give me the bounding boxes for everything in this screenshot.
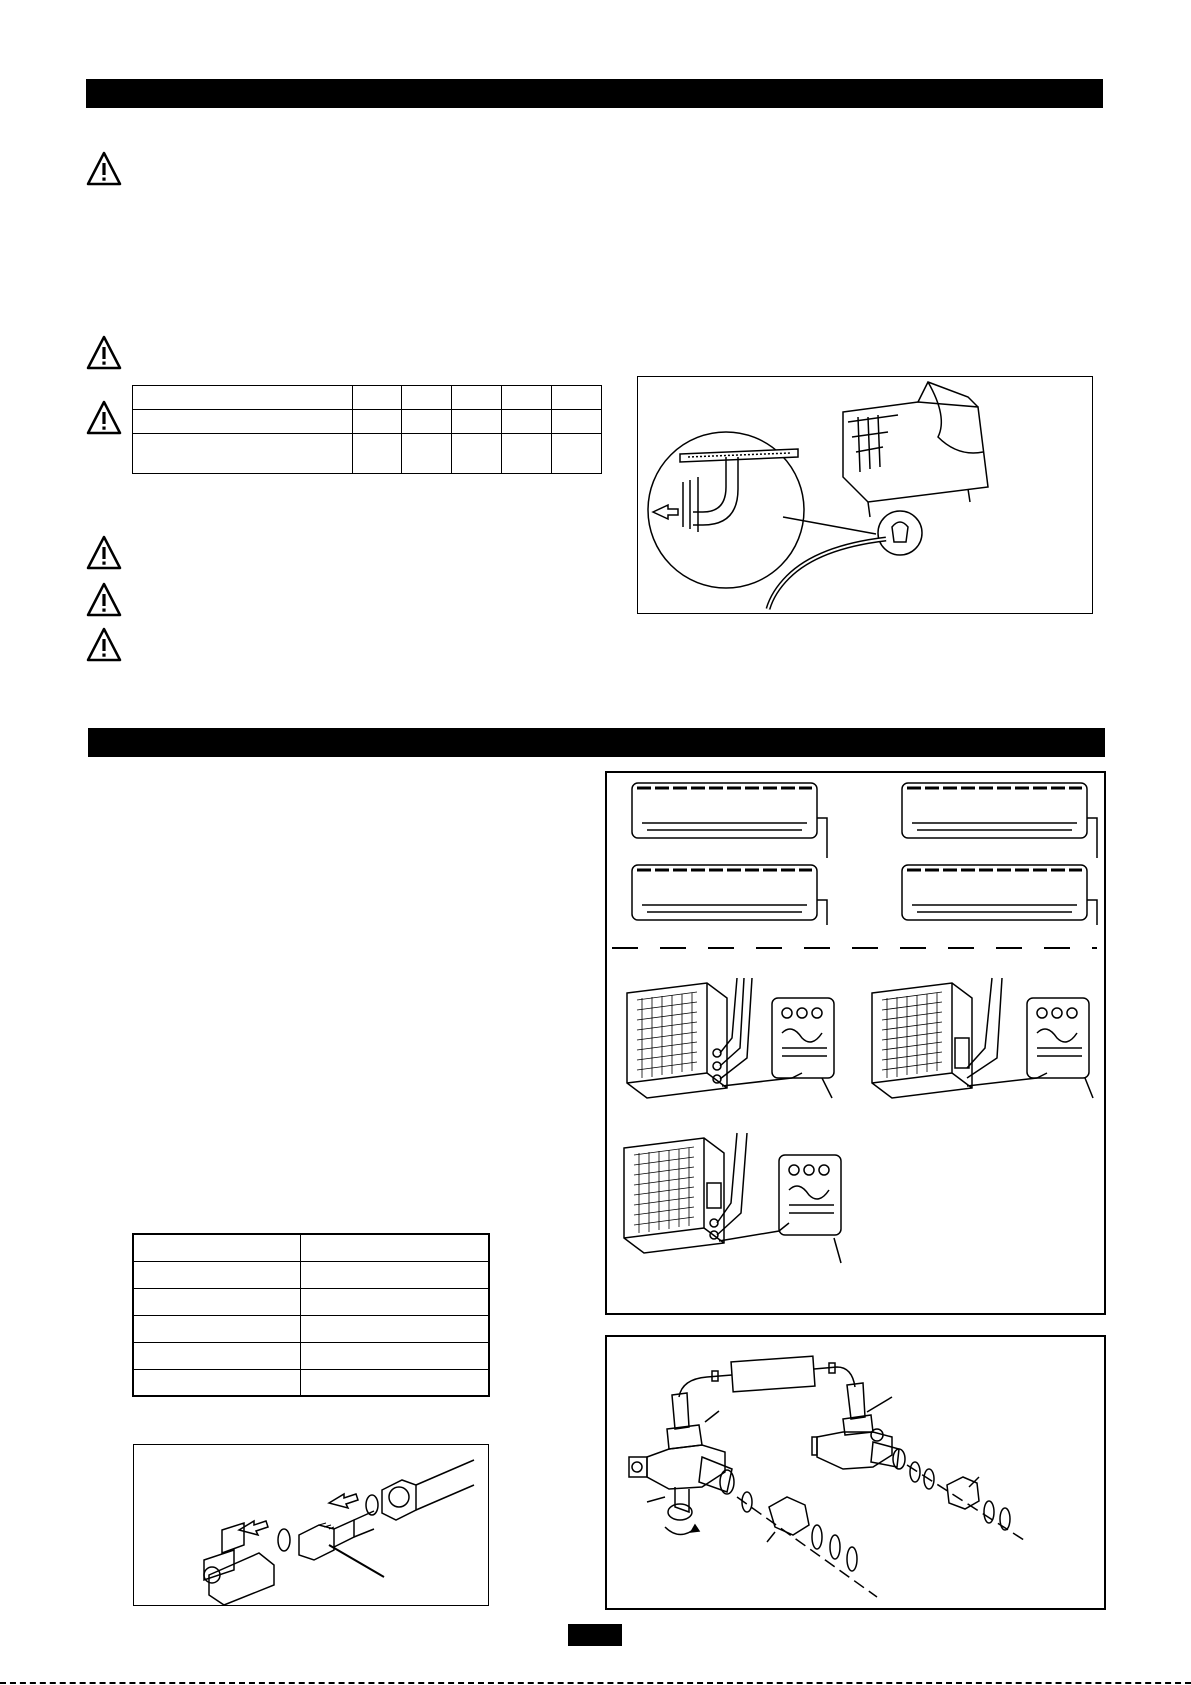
table-cell <box>301 1234 490 1261</box>
multi-unit-connection-figure <box>605 771 1106 1315</box>
table-cell <box>301 1315 490 1342</box>
multi-unit-illustration <box>607 773 1104 1313</box>
bottom-edge-line <box>0 1682 1191 1684</box>
warning-triangle-icon <box>86 335 122 371</box>
table-cell <box>402 410 452 434</box>
table-cell <box>552 410 602 434</box>
table-cell <box>133 386 353 410</box>
table-cell <box>133 1369 301 1396</box>
vacuum-pump-figure <box>605 1335 1106 1610</box>
vacuum-pump-illustration <box>607 1337 1104 1608</box>
table-cell <box>133 1342 301 1369</box>
warning-triangle-icon <box>86 582 122 618</box>
warning-triangle-icon <box>86 400 122 436</box>
spec-table-1 <box>132 385 602 474</box>
drain-joint-figure <box>637 376 1093 614</box>
table-cell <box>301 1369 490 1396</box>
spec-table-2 <box>132 1233 490 1397</box>
table-cell <box>502 410 552 434</box>
section-header-bar-2 <box>88 728 1105 757</box>
table-cell <box>301 1288 490 1315</box>
table-cell <box>133 434 353 474</box>
table-cell <box>133 1234 301 1261</box>
table-cell <box>301 1261 490 1288</box>
table-cell <box>133 1315 301 1342</box>
warning-triangle-icon <box>86 627 122 663</box>
table-cell <box>452 434 502 474</box>
table-cell <box>502 386 552 410</box>
warning-triangle-icon <box>86 535 122 571</box>
table-cell <box>502 434 552 474</box>
table-cell <box>352 410 402 434</box>
table-cell <box>552 434 602 474</box>
table-cell <box>133 410 353 434</box>
table-cell <box>402 434 452 474</box>
table-cell <box>552 386 602 410</box>
drain-joint-illustration <box>638 377 1094 615</box>
table-cell <box>301 1342 490 1369</box>
table-cell <box>352 434 402 474</box>
section-header-bar-1 <box>86 79 1103 108</box>
table-cell <box>352 386 402 410</box>
page-number-badge <box>568 1624 622 1646</box>
table-cell <box>452 386 502 410</box>
flare-nut-figure <box>133 1444 489 1606</box>
flare-nut-illustration <box>134 1445 490 1607</box>
warning-triangle-icon <box>86 151 122 187</box>
table-cell <box>402 386 452 410</box>
table-cell <box>133 1288 301 1315</box>
table-cell <box>452 410 502 434</box>
table-cell <box>133 1261 301 1288</box>
